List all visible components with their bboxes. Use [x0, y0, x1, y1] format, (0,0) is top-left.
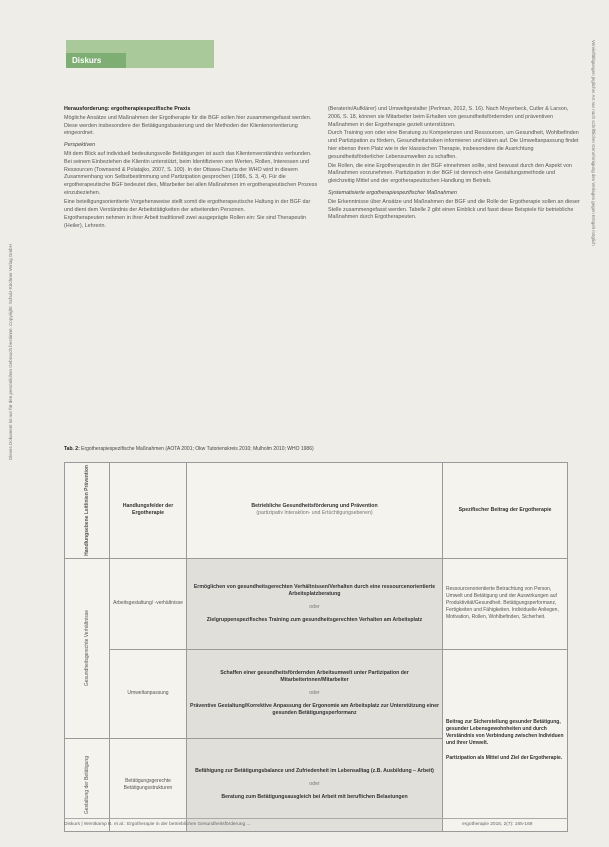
footer-journal: ergotherapie 2016, 2(7): 165-169	[462, 822, 533, 827]
group-label-cell	[65, 558, 110, 738]
paragraph: Ergotherapeuten nehmen in ihrer Arbeit traditionell zwei ausgeprägte Rollen ein: Sie sind Therapeutin (Heiler), Lehrerin.	[64, 215, 307, 230]
paragraph: (Beraterin/Aufklärer) und Umweltgestalter (Perlman, 2012, S. 16). Nach Moyerbeck, Cutler & Larson, 2006, S. 18, können sie Mitarbeiter beim Erhalten von gesundheitsfördernden und präventiven Maßnahmen in der Ergotherapie gezielt unterstützen.	[328, 106, 569, 128]
copyright-note-left: Dieses Dokument ist nur für den persönlichen Gebrauch bestimmt. Copyright: Schulz-Kirchner Verlag GmbH	[8, 244, 13, 460]
group-label: Gestaltung der Betätigung	[83, 755, 90, 814]
section-tab-label: Diskurs	[66, 53, 126, 68]
paragraph: Die Rollen, die eine Ergotherapeutin in der BGF einnehmen sollte, sind bewusst durch den Aspekt von Maßnahmen vorzunehmen. Partizipation in der BGF ist dennoch eine Gestaltungsmethode und gleichzeitig Mittel und der ergotherapeutischen Handlung im Betrieb.	[328, 162, 572, 185]
measure-a: Ermöglichen von gesundheitsgerechten Verhältnissen/Verhalten durch eine ressourcenorientierte Arbeitsplatzberatung	[193, 583, 436, 597]
contribution-participation-text: Partizipation als Mittel und Ziel der Ergotherapie.	[446, 754, 563, 761]
measure-or: oder	[309, 603, 320, 610]
header-contribution: Spezifischer Beitrag der Ergotherapie	[443, 463, 568, 559]
right-column	[328, 106, 583, 223]
section-tab	[66, 40, 214, 68]
header-field: Handlungsfelder der Ergotherapie	[110, 463, 187, 559]
field-cell: Umweltanpassung	[110, 649, 187, 738]
subheading: Perspektiven	[64, 142, 96, 149]
table-row	[65, 558, 568, 649]
measure-a: Befähigung zur Betätigungsbalance und Zufriedenheit im Lebensalltag (z.B. Ausbildung – Arbeit)	[195, 768, 434, 775]
header-level	[65, 463, 110, 559]
measure-b: Beratung zum Betätigungsausgleich bei Arbeit mit beruflichen Belastungen	[221, 794, 408, 801]
header-measures	[187, 463, 443, 559]
table-caption	[64, 446, 564, 452]
header-measures-sub: (partizipativ Interaktion- und Ertüchtigungsebenen)	[256, 510, 373, 517]
copyright-note-right: Vervielfältigungen jeglicher Art nur nach schriftlicher Genehmigung des Verlages gegen Entgelt möglich	[591, 40, 596, 246]
table-header-row	[65, 463, 568, 559]
measure-or: oder	[309, 781, 320, 788]
contribution-text: Beitrag zur Sicherstellung gesunder Betätigung, gesunder Lebensgewohnheiten und durch Verständnis von Verbindung zwischen Individuen und ihrer Umwelt.	[446, 718, 564, 746]
contribution-cell: Ressourcenorientierte Betrachtung von Person, Umwelt und Betätigung und der Auswirkungen auf Produktivität/Gesundheit. Betätigungsperformanz, Fertigkeiten und Fähigkeiten. Individuelle Anliegen, Motivation, Rollen, Wohlbefinden, Sicherheit.	[443, 558, 568, 649]
measure-b: Präventive Gestaltung/Korrektive Anpassung der Ergonomie am Arbeitsplatz zur Unterstützung einer gesunden Betätigungsperformanz	[190, 703, 439, 717]
field-cell: Betätigungsgerechte Betätigungsstrukturen	[110, 738, 187, 831]
header-level-text: Handlungsebene Leitlinien Prävention	[83, 465, 90, 556]
table-caption-text: Ergotherapiespezifische Maßnahmen (AOTA 2001; Okw Tutorienskreis 2010; Mulholm 2010; WHO 1986)	[81, 446, 314, 452]
paragraph: Mögliche Ansätze und Maßnahmen der Ergotherapie für die BGF sollen hier zusammengefasst werden. Diese werden insbesondere der Betätigungsbasierung und der Methoden der Klientenorientierung eingeordnet.	[64, 114, 312, 137]
subheading: Systematisierte ergotherapiespezifischer Maßnahmen	[328, 189, 457, 196]
measure-a: Schaffen einer gesundheitsfördernden Arbeitsumwelt unter Partizipation der Mitarbeiterinnen/Mitarbeiter	[220, 670, 409, 684]
group-label: Gesundheitsgerechte Verhältnisse	[83, 610, 90, 687]
footer-citation: Diskurs | Wentkamp B. et al.: Ergotherapie in der betrieblichen Gesundheitsförderung ...	[64, 822, 251, 827]
measure-cell	[187, 558, 443, 649]
header-measures-title: Betriebliche Gesundheitsförderung und Prävention	[251, 503, 378, 510]
contribution-cell	[443, 649, 568, 831]
paragraph: Die Erkenntnisse über Ansätze und Maßnahmen der BGF und die Rolle der Ergotherapie sollen an dieser Stelle zusammengefasst werden. Tabelle 2 gibt einen Einblick und fasst diese Beispiele für betriebliche Maßnahmen durch Ergotherapeuten.	[328, 198, 580, 221]
measure-or: oder	[309, 690, 320, 697]
footer-rule	[64, 818, 568, 819]
paragraph: Durch Training von oder eine Beratung zu Kompetenzen und Ressourcen, um Gesundheit, Wohlbefinden und Partizipation zu fördern, Gesundheitsrisiken informieren und klären auf. Die Umweltanpassung findet hier ebenso ihren Platz wie in der klassischen Therapie, insbesondere die Ausrichtung gesundheitsförderlicher Lebensumwelten zu schaffen.	[328, 130, 579, 160]
left-column	[64, 106, 319, 232]
section-heading: Herausforderung: ergotherapiespezifische Praxis	[64, 106, 191, 112]
measure-b: Zielgruppenspezifisches Training zum gesundheitsgerechten Verhalten am Arbeitsplatz	[206, 616, 423, 623]
measures-table	[64, 462, 568, 832]
field-cell: Arbeitsgestaltung/ -verhältnisse	[110, 558, 187, 649]
measure-cell	[187, 649, 443, 738]
contribution-participation	[446, 755, 564, 762]
paragraph: Mit dem Blick auf individuell bedeutungsvolle Betätigungen ist auch das Klientenverständnis verbunden. Bei seinem Einbeziehen die Klientin unterstützt, beim Identifizieren von Werten, Rollen, Interessen und Ressourcen (Townsend & Polatajko, 2007, S. 100). In der Ottawa-Charta der WHO wird in diesem Zusammenhang von Selbstbestimmung und Partizipation gesprochen (1986, S. 3, 4). Für die ergotherapeutische BGF bedeutet dies, Mitarbeiter bei allen Maßnahmen im ergotherapeutischen Prozess einzubeziehen.	[64, 150, 318, 196]
table-row	[65, 649, 568, 738]
paragraph: Eine beteiligungsorientierte Vorgehensweise stellt somit die ergotherapeutische Haltung in der BGF dar und dient dem Verständnis der Arbeitstätigkeiten der arbeitenden Personen.	[64, 198, 311, 213]
table-caption-label: Tab. 2:	[64, 446, 80, 452]
